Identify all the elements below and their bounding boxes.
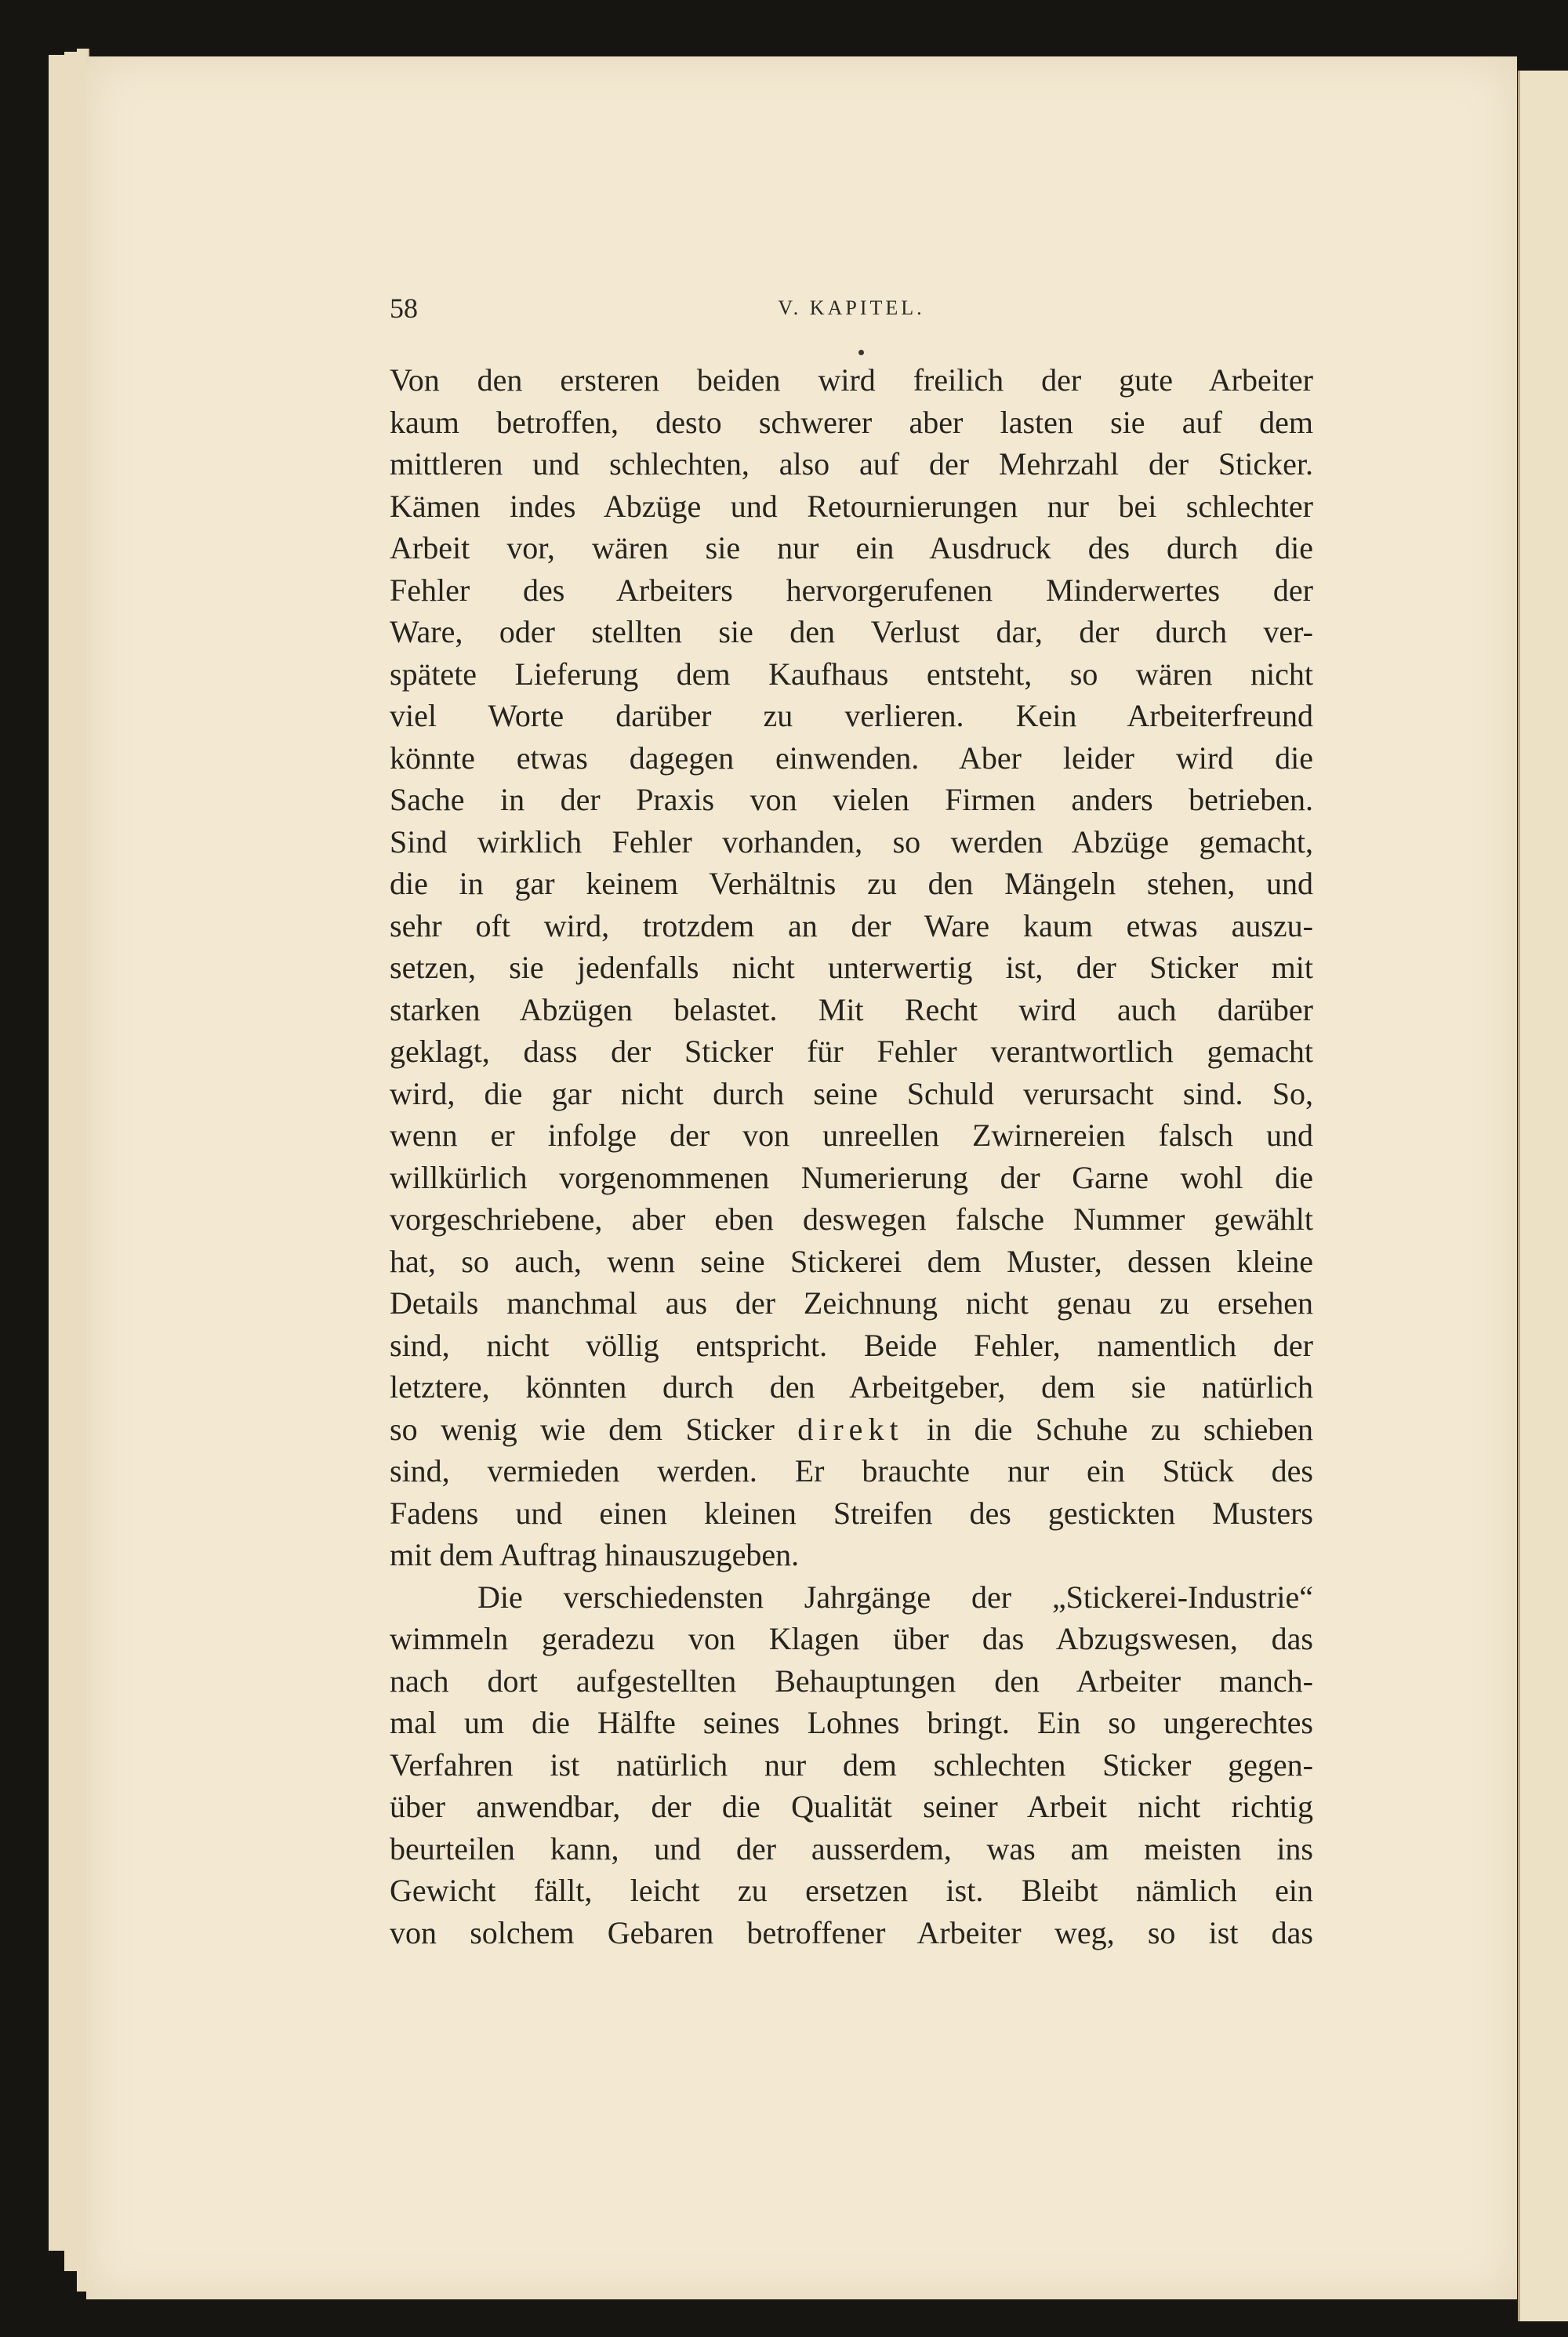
text-fragment: so wenig wie dem Sticker	[390, 1411, 775, 1447]
text-line: Details manchmal aus der Zeichnung nicht genau zu ersehen	[390, 1285, 1313, 1321]
body-text	[390, 359, 1313, 1954]
facing-page-edge	[1518, 71, 1568, 2321]
ink-speck	[858, 350, 864, 355]
text-line-direkt	[390, 1408, 1313, 1451]
text-line: geklagt, dass der Sticker für Fehler verantwortlich gemacht	[390, 1034, 1313, 1069]
text-line: Fadens und einen kleinen Streifen des gestickten Musters	[390, 1495, 1313, 1531]
text-line: Kämen indes Abzüge und Retournierungen nur bei schlechter	[390, 488, 1313, 524]
text-line: Gewicht fällt, leicht zu ersetzen ist. Bleibt nämlich ein	[390, 1873, 1313, 1908]
text-line: wird, die gar nicht durch seine Schuld verursacht sind. So,	[390, 1075, 1313, 1111]
chapter-title: V. KAPITEL.	[778, 296, 925, 319]
page-number: 58	[390, 293, 418, 324]
text-line: wenn er infolge der von unreellen Zwirnereien falsch und	[390, 1118, 1313, 1153]
paragraph-end-line: mit dem Auftrag hinauszugeben.	[390, 1537, 800, 1572]
text-line: kaum betroffen, desto schwerer aber lasten sie auf dem	[390, 404, 1313, 440]
text-line: willkürlich vorgenommenen Numerierung der Garne wohl die	[390, 1159, 1313, 1195]
text-line: über anwendbar, der die Qualität seiner Arbeit nicht richtig	[390, 1789, 1313, 1824]
text-line: starken Abzügen belastet. Mit Recht wird auch darüber	[390, 991, 1313, 1027]
text-line: hat, so auch, wenn seine Stickerei dem Muster, dessen kleine	[390, 1243, 1313, 1279]
text-line: wimmeln geradezu von Klagen über das Abzugswesen, das	[390, 1621, 1313, 1656]
text-line: sehr oft wird, trotzdem an der Ware kaum etwas auszu-	[390, 907, 1313, 943]
emphasized-word: direkt	[797, 1411, 904, 1447]
text-line: Sache in der Praxis von vielen Firmen anders betrieben.	[390, 782, 1313, 817]
text-line: Arbeit vor, wären sie nur ein Ausdruck des durch die	[390, 530, 1313, 565]
text-line: vorgeschriebene, aber eben deswegen falsche Nummer gewählt	[390, 1201, 1313, 1237]
text-line: mal um die Hälfte seines Lohnes bringt. Ein so ungerechtes	[390, 1705, 1313, 1740]
text-line: Verfahren ist natürlich nur dem schlechten Sticker gegen-	[390, 1746, 1313, 1783]
text-line: nach dort aufgestellten Behauptungen den Arbeiter manch-	[390, 1663, 1313, 1699]
text-fragment: in die Schuhe zu schieben	[926, 1411, 1313, 1447]
text-line: setzen, sie jedenfalls nicht unterwertig ist, der Sticker mit	[390, 950, 1313, 985]
text-line: letztere, könnten durch den Arbeitgeber, dem sie natürlich	[390, 1369, 1313, 1405]
text-line: die in gar keinem Verhältnis zu den Mängeln stehen, und	[390, 866, 1313, 901]
text-line: Ware, oder stellten sie den Verlust dar, der durch ver-	[390, 614, 1313, 649]
paragraph-start-line: Die verschiedensten Jahrgänge der „Stickerei-Industrie“	[477, 1579, 1313, 1615]
text-line: Sind wirklich Fehler vorhanden, so werden Abzüge gemacht,	[390, 823, 1313, 860]
text-line: sind, nicht völlig entspricht. Beide Fehler, namentlich der	[390, 1327, 1313, 1363]
text-line: beurteilen kann, und der ausserdem, was am meisten ins	[390, 1830, 1313, 1866]
text-line: von solchem Gebaren betroffener Arbeiter weg, so ist das	[390, 1914, 1313, 1950]
page-stack-edge	[49, 55, 66, 2251]
text-line: Von den ersteren beiden wird freilich der gute Arbeiter	[390, 362, 1313, 398]
text-line: mittleren und schlechten, also auf der Mehrzahl der Sticker.	[390, 446, 1313, 482]
text-line: sind, vermieden werden. Er brauchte nur ein Stück des	[390, 1453, 1313, 1488]
text-line: könnte etwas dagegen einwenden. Aber leider wird die	[390, 740, 1313, 776]
text-line: Fehler des Arbeiters hervorgerufenen Minderwertes der	[390, 572, 1313, 608]
text-line: viel Worte darüber zu verlieren. Kein Arbeiterfreund	[390, 698, 1313, 733]
running-header	[390, 292, 1313, 326]
text-line: spätete Lieferung dem Kaufhaus entsteht, so wären nicht	[390, 656, 1313, 692]
